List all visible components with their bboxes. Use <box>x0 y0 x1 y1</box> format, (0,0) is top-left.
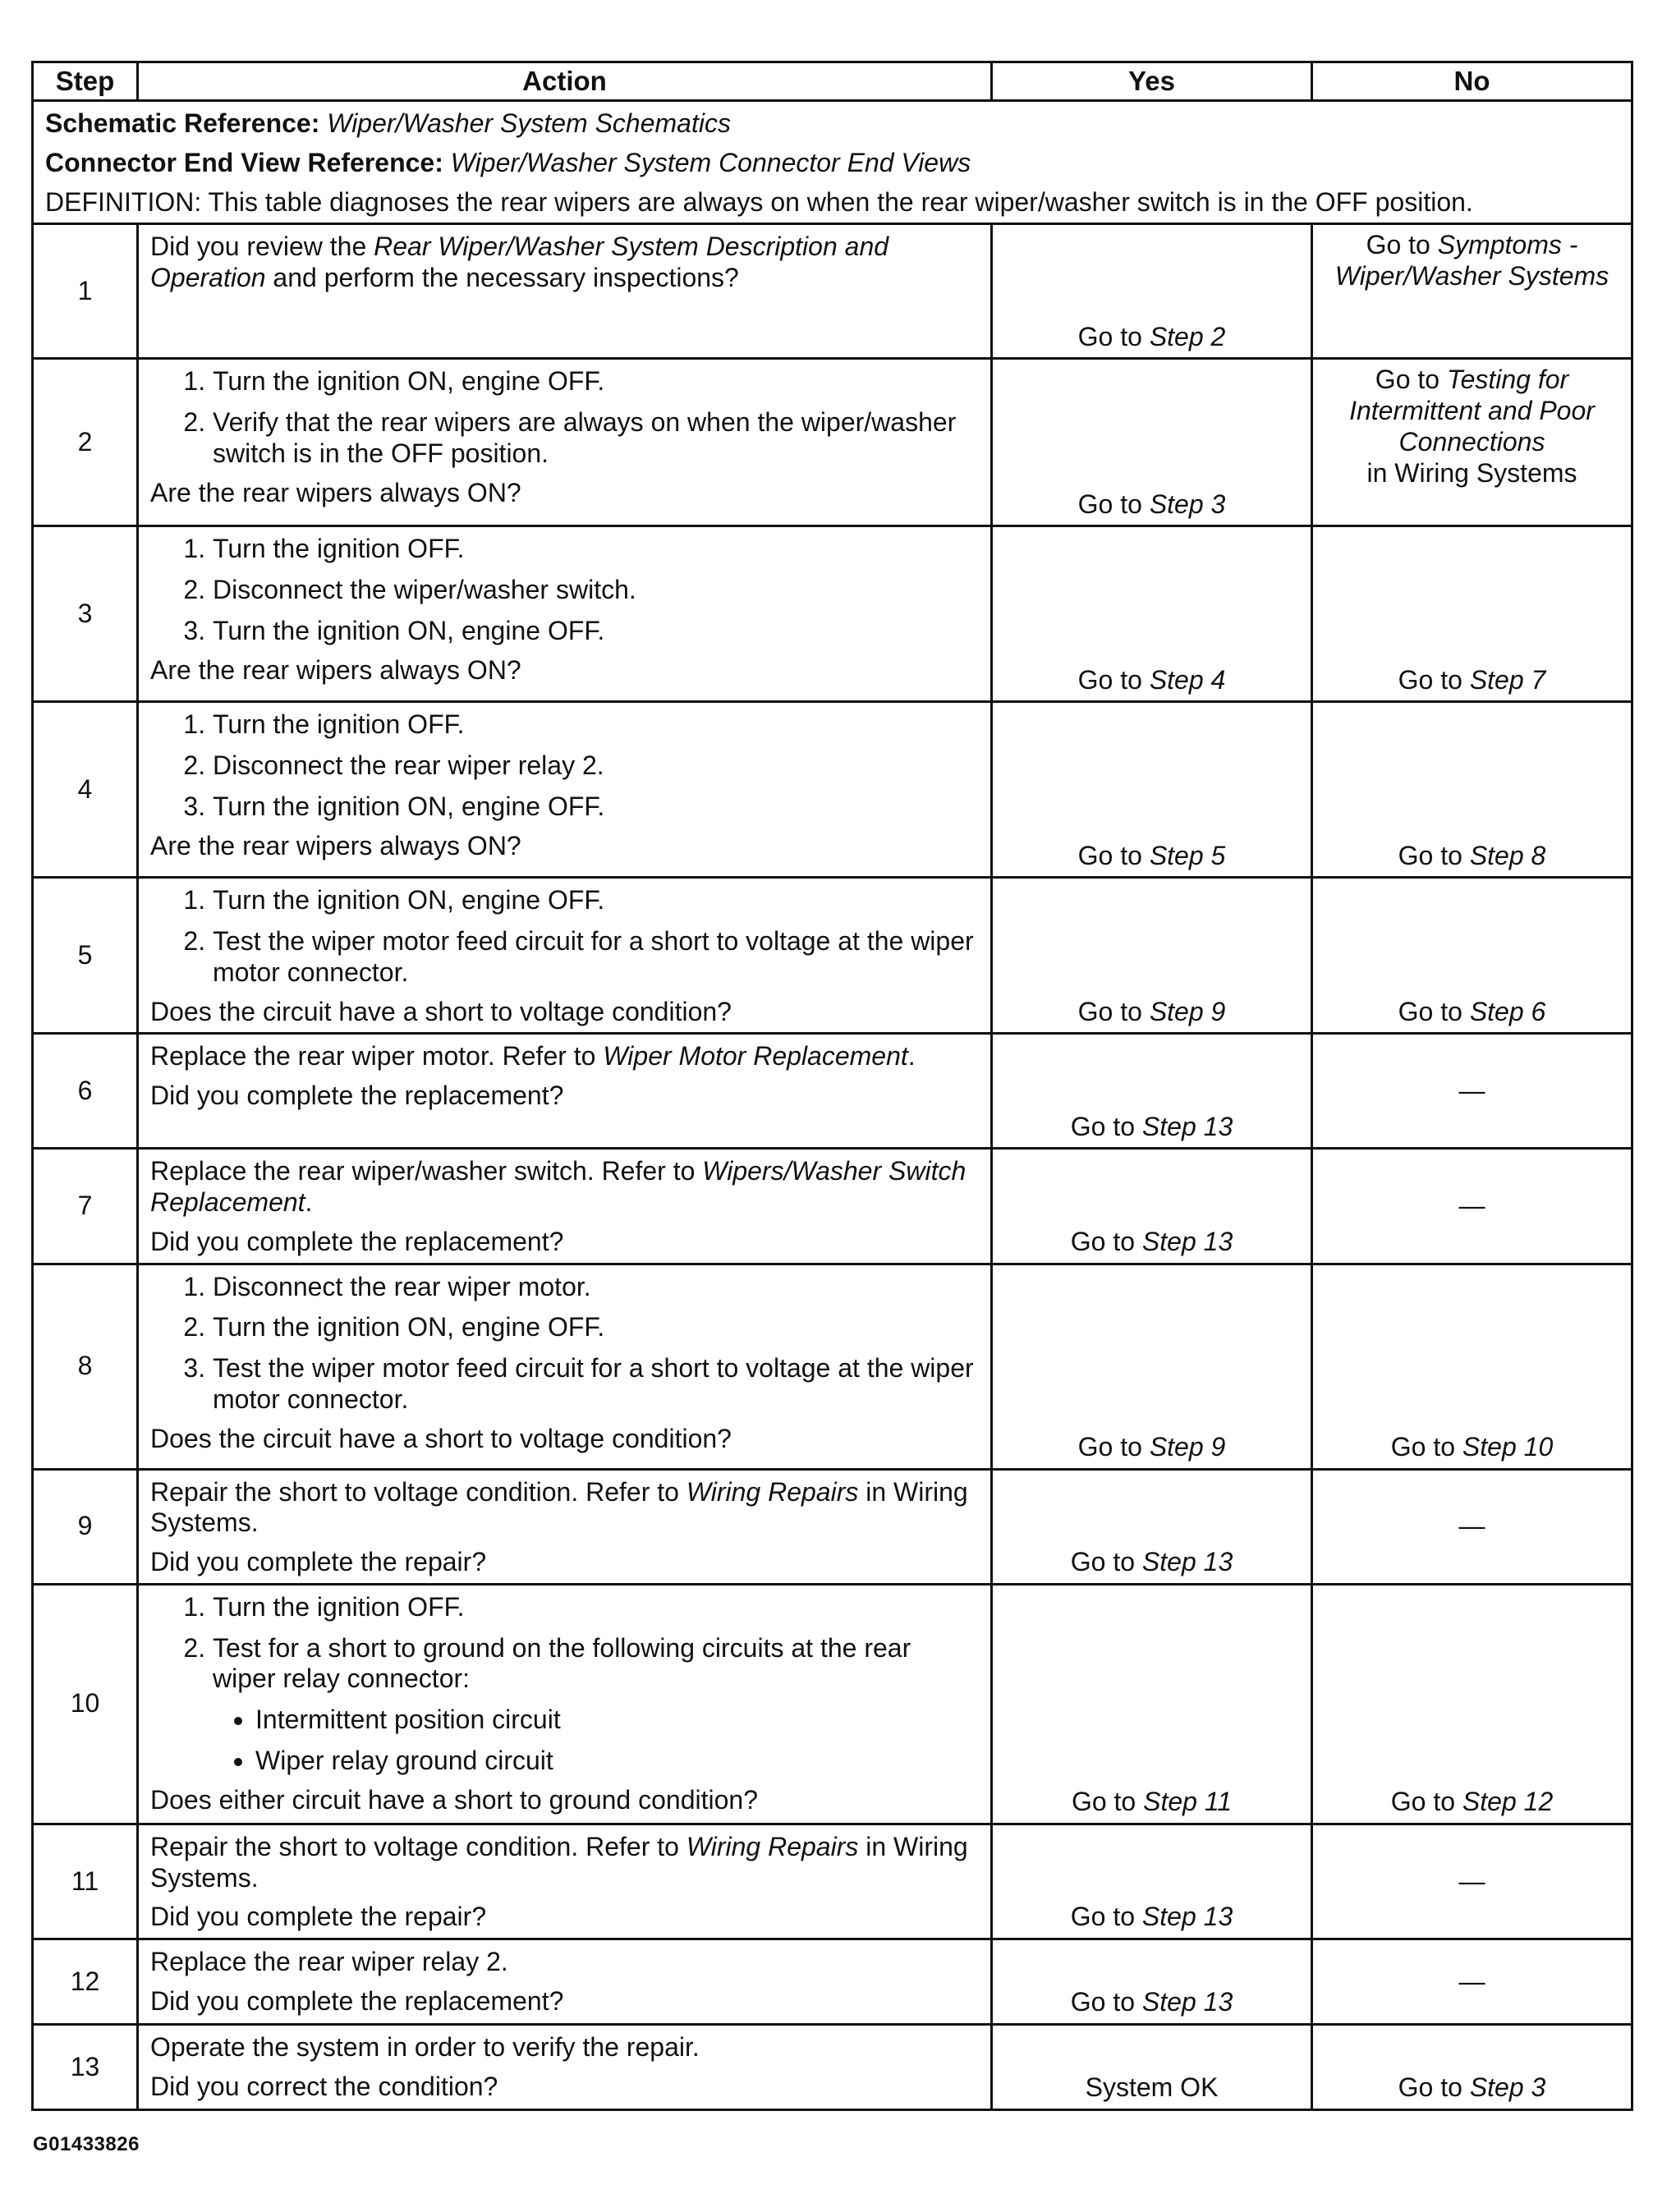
step-row <box>33 1824 1632 1939</box>
no-cell <box>1312 1584 1632 1824</box>
yes-step-link[interactable]: Step 13 <box>1141 1226 1233 1256</box>
action-step-text: Turn the ignition OFF. <box>213 534 465 564</box>
step-row <box>33 526 1632 702</box>
yes-prefix: Go to <box>1077 321 1150 351</box>
action-cell <box>138 1034 992 1149</box>
step-number: 13 <box>33 2025 138 2110</box>
no-suffix: in Wiring Systems <box>1366 457 1577 488</box>
step-row <box>33 1939 1632 2025</box>
yes-step-link[interactable]: Step 2 <box>1149 321 1226 351</box>
action-step-item <box>213 750 980 782</box>
action-step-item <box>213 1633 980 1777</box>
yes-cell <box>992 359 1312 526</box>
step-number: 4 <box>33 702 138 878</box>
action-question: Did you complete the repair? <box>150 1902 487 1932</box>
yes-cell <box>992 1824 1312 1939</box>
yes-cell <box>992 1469 1312 1584</box>
no-prefix: Go to <box>1366 230 1438 260</box>
action-step-text: Test the wiper motor feed circuit for a short to voltage at the wiper motor connector. <box>213 926 974 987</box>
action-steps-list <box>150 709 980 822</box>
action-text <box>150 1477 980 1540</box>
yes-cell <box>992 1939 1312 2025</box>
no-result-dash: — <box>1458 1511 1485 1541</box>
yes-step-link[interactable]: Step 3 <box>1149 489 1226 519</box>
yes-cell <box>992 1149 1312 1264</box>
step-row <box>33 1264 1632 1469</box>
step-row <box>33 2025 1632 2110</box>
step-number: 9 <box>33 1469 138 1584</box>
action-cell <box>138 1264 992 1469</box>
no-cell <box>1312 1264 1632 1469</box>
connector-label: Connector End View Reference: <box>45 147 443 177</box>
action-text-part: and perform the necessary inspections? <box>265 263 739 292</box>
no-step-link[interactable]: Step 12 <box>1462 1787 1554 1816</box>
action-steps-list <box>150 366 980 469</box>
yes-step-link[interactable]: Step 13 <box>1141 1987 1233 2017</box>
yes-step-link[interactable]: Step 13 <box>1141 1547 1233 1576</box>
action-cell <box>138 1939 992 2025</box>
step-number: 12 <box>33 1939 138 2025</box>
action-reference[interactable]: Rear Wiper/Washer System Description and Operation <box>150 232 889 292</box>
yes-cell <box>992 878 1312 1034</box>
no-result-dash: — <box>1458 1191 1485 1220</box>
action-question: Are the rear wipers always ON? <box>150 830 521 860</box>
action-question: Did you correct the condition? <box>150 2071 498 2101</box>
action-reference[interactable]: Wiper Motor Replacement <box>603 1041 908 1072</box>
action-step-text: Turn the ignition ON, engine OFF. <box>213 791 605 821</box>
action-question: Does the circuit have a short to voltage condition? <box>150 1423 732 1453</box>
action-step-item <box>213 1353 980 1416</box>
action-question: Does either circuit have a short to ground condition? <box>150 1784 758 1815</box>
schematic-label: Schematic Reference: <box>45 108 320 138</box>
header-yes: Yes <box>992 62 1312 101</box>
action-step-text: Disconnect the rear wiper relay 2. <box>213 750 604 780</box>
diagnostic-table <box>31 61 1633 2111</box>
step-row <box>33 878 1632 1034</box>
action-question: Did you complete the replacement? <box>150 1081 564 1110</box>
action-text-part: in Wiring Systems. <box>150 1476 968 1538</box>
step-number: 3 <box>33 526 138 702</box>
action-step-text: Turn the ignition ON, engine OFF. <box>213 615 605 645</box>
action-cell <box>138 702 992 878</box>
step-row <box>33 359 1632 526</box>
step-row <box>33 702 1632 878</box>
yes-step-link[interactable]: Step 4 <box>1149 664 1226 695</box>
yes-cell <box>992 1264 1312 1469</box>
yes-cell <box>992 1034 1312 1149</box>
no-cell <box>1312 359 1632 526</box>
action-cell <box>138 1824 992 1939</box>
action-steps-list <box>150 1592 980 1777</box>
schematic-reference <box>45 108 1619 140</box>
no-prefix: Go to <box>1375 365 1447 395</box>
definition-text: DEFINITION: This table diagnoses the rear wipers are always on when the rear wiper/washer switch is in the OFF position. <box>45 186 1473 217</box>
action-question: Did you complete the replacement? <box>150 1985 564 2016</box>
action-step-item <box>213 366 980 397</box>
action-step-item <box>213 1272 980 1303</box>
yes-prefix: Go to <box>1070 1902 1142 1932</box>
header-action: Action <box>138 62 992 101</box>
action-step-item <box>213 1592 980 1623</box>
yes-cell <box>992 1584 1312 1824</box>
yes-prefix: Go to <box>1077 840 1150 870</box>
action-cell <box>138 1149 992 1264</box>
action-text <box>150 1947 980 1978</box>
action-cell <box>138 1469 992 1584</box>
no-cell <box>1312 1034 1632 1149</box>
yes-prefix: Go to <box>1077 489 1150 519</box>
no-prefix: Go to <box>1398 840 1470 870</box>
no-cell <box>1312 1149 1632 1264</box>
yes-prefix: Go to <box>1070 1226 1142 1256</box>
no-cell <box>1312 702 1632 878</box>
step-row <box>33 1584 1632 1824</box>
action-step-text: Turn the ignition OFF. <box>213 709 465 740</box>
action-step-item <box>213 575 980 606</box>
action-reference[interactable]: Wiring Repairs <box>686 1476 859 1507</box>
action-question: Did you complete the replacement? <box>150 1226 564 1256</box>
no-step-link[interactable]: Step 8 <box>1469 840 1546 870</box>
action-step-item <box>213 534 980 565</box>
action-cell <box>138 526 992 702</box>
circuit-item: • Intermittent position circuit <box>255 1705 980 1736</box>
yes-prefix: Go to <box>1077 1431 1150 1462</box>
step-number: 11 <box>33 1824 138 1939</box>
no-cell <box>1312 2025 1632 2110</box>
action-text-part: Replace the rear wiper relay 2. <box>150 1947 508 1976</box>
step-row <box>33 1149 1632 1264</box>
no-cell <box>1312 1824 1632 1939</box>
action-text-part: . <box>907 1041 916 1072</box>
yes-cell <box>992 702 1312 878</box>
action-step-text: Turn the ignition ON, engine OFF. <box>213 366 605 397</box>
action-text-part: Repair the short to voltage condition. Refer to <box>150 1831 686 1861</box>
action-cell <box>138 878 992 1034</box>
yes-prefix: Go to <box>1077 664 1150 695</box>
yes-step-link[interactable]: Step 9 <box>1149 1431 1226 1462</box>
circuit-item: • Wiper relay ground circuit <box>255 1746 980 1777</box>
no-cell <box>1312 526 1632 702</box>
no-result-dash: — <box>1458 1966 1485 1996</box>
action-text-part: in Wiring Systems. <box>150 1831 968 1893</box>
action-step-text: Turn the ignition OFF. <box>213 1591 465 1622</box>
step-row <box>33 224 1632 359</box>
no-prefix: Go to <box>1390 1431 1462 1462</box>
action-text <box>150 1156 980 1218</box>
no-prefix: Go to <box>1398 2072 1470 2103</box>
no-step-link[interactable]: Step 3 <box>1469 2072 1546 2103</box>
action-steps-list <box>150 1272 980 1416</box>
header-no: No <box>1312 62 1632 101</box>
step-number: 1 <box>33 224 138 359</box>
action-question: Does the circuit have a short to voltage condition? <box>150 996 732 1026</box>
action-text-part: Repair the short to voltage condition. Refer to <box>150 1476 686 1507</box>
action-step-item <box>213 616 980 647</box>
action-text <box>150 2032 980 2063</box>
yes-prefix: Go to <box>1070 1111 1142 1141</box>
references-cell <box>33 101 1632 224</box>
schematic-link[interactable]: Wiper/Washer System Schematics <box>327 108 731 138</box>
action-step-text: Test for a short to ground on the following circuits at the rear wiper relay connector: <box>213 1632 911 1694</box>
action-text-part: Replace the rear wiper/washer switch. Refer to <box>150 1156 703 1186</box>
action-cell <box>138 359 992 526</box>
action-step-text: Verify that the rear wipers are always on when the wiper/washer switch is in the OFF position. <box>213 407 957 468</box>
action-step-item <box>213 885 980 916</box>
action-step-item <box>213 407 980 470</box>
action-steps-list <box>150 885 980 988</box>
action-step-text: Turn the ignition ON, engine OFF. <box>213 1312 605 1342</box>
no-prefix: Go to <box>1398 996 1470 1026</box>
no-step-link[interactable]: Symptoms - Wiper/Washer Systems <box>1334 230 1609 291</box>
action-text-part: . <box>305 1187 313 1217</box>
action-text-part: Replace the rear wiper motor. Refer to <box>150 1041 604 1072</box>
header-row <box>33 62 1632 101</box>
yes-prefix: Go to <box>1077 996 1150 1026</box>
step-number: 6 <box>33 1034 138 1149</box>
action-text-part: Did you review the <box>150 232 374 262</box>
no-prefix: Go to <box>1398 664 1470 695</box>
action-step-text: Turn the ignition ON, engine OFF. <box>213 885 605 916</box>
action-reference[interactable]: Wipers/Washer Switch Replacement <box>150 1156 967 1217</box>
yes-step-link[interactable]: Step 13 <box>1141 1111 1233 1141</box>
connector-link[interactable]: Wiper/Washer System Connector End Views <box>450 147 971 177</box>
action-step-item <box>213 1312 980 1343</box>
action-step-item <box>213 926 980 989</box>
action-step-item <box>213 792 980 823</box>
connector-reference <box>45 148 1619 179</box>
action-step-text: Disconnect the wiper/washer switch. <box>213 575 636 604</box>
no-step-link[interactable]: Step 6 <box>1469 996 1546 1026</box>
action-text-part: Operate the system in order to verify the repair. <box>150 2032 700 2062</box>
figure-id: G01433826 <box>33 2133 140 2155</box>
action-cell <box>138 224 992 359</box>
action-cell <box>138 2025 992 2110</box>
references-row <box>33 101 1632 224</box>
yes-step-link[interactable]: Step 11 <box>1143 1787 1233 1816</box>
yes-cell <box>992 526 1312 702</box>
step-number: 7 <box>33 1149 138 1264</box>
yes-prefix: Go to <box>1070 1547 1142 1576</box>
no-result-dash: — <box>1458 1866 1485 1896</box>
no-step-link[interactable]: Testing for Intermittent and Poor Connections <box>1349 365 1595 457</box>
action-cell <box>138 1584 992 1824</box>
no-result-dash: — <box>1458 1075 1485 1105</box>
no-step-link[interactable]: Step 10 <box>1462 1431 1554 1462</box>
no-cell <box>1312 1469 1632 1584</box>
action-step-text: Test the wiper motor feed circuit for a short to voltage at the wiper motor connector. <box>213 1353 974 1414</box>
action-step-item <box>213 709 980 741</box>
no-cell <box>1312 878 1632 1034</box>
yes-result: System OK <box>1085 2072 1219 2103</box>
step-row <box>33 1469 1632 1584</box>
yes-step-link[interactable]: Step 5 <box>1149 840 1226 870</box>
step-number: 8 <box>33 1264 138 1469</box>
action-reference[interactable]: Wiring Repairs <box>686 1831 859 1861</box>
yes-step-link[interactable]: Step 13 <box>1141 1902 1233 1932</box>
header-step: Step <box>33 62 138 101</box>
action-text <box>150 1832 980 1894</box>
action-steps-list <box>150 534 980 646</box>
step-row <box>33 1034 1632 1149</box>
yes-cell <box>992 224 1312 359</box>
action-question: Are the rear wipers always ON? <box>150 654 521 685</box>
yes-prefix: Go to <box>1070 1987 1142 2017</box>
no-cell <box>1312 1939 1632 2025</box>
step-number: 5 <box>33 878 138 1034</box>
step-number: 10 <box>33 1584 138 1824</box>
action-text <box>150 1041 980 1072</box>
action-step-text: Disconnect the rear wiper motor. <box>213 1271 591 1301</box>
action-text <box>150 232 980 294</box>
no-cell <box>1312 224 1632 359</box>
yes-cell <box>992 2025 1312 2110</box>
action-question: Did you complete the repair? <box>150 1547 487 1576</box>
no-prefix: Go to <box>1390 1787 1462 1816</box>
action-question: Are the rear wipers always ON? <box>150 477 521 507</box>
yes-prefix: Go to <box>1071 1787 1144 1816</box>
yes-step-link[interactable]: Step 9 <box>1149 996 1226 1026</box>
step-number: 2 <box>33 359 138 526</box>
no-step-link[interactable]: Step 7 <box>1469 664 1546 695</box>
circuit-list <box>213 1705 980 1777</box>
